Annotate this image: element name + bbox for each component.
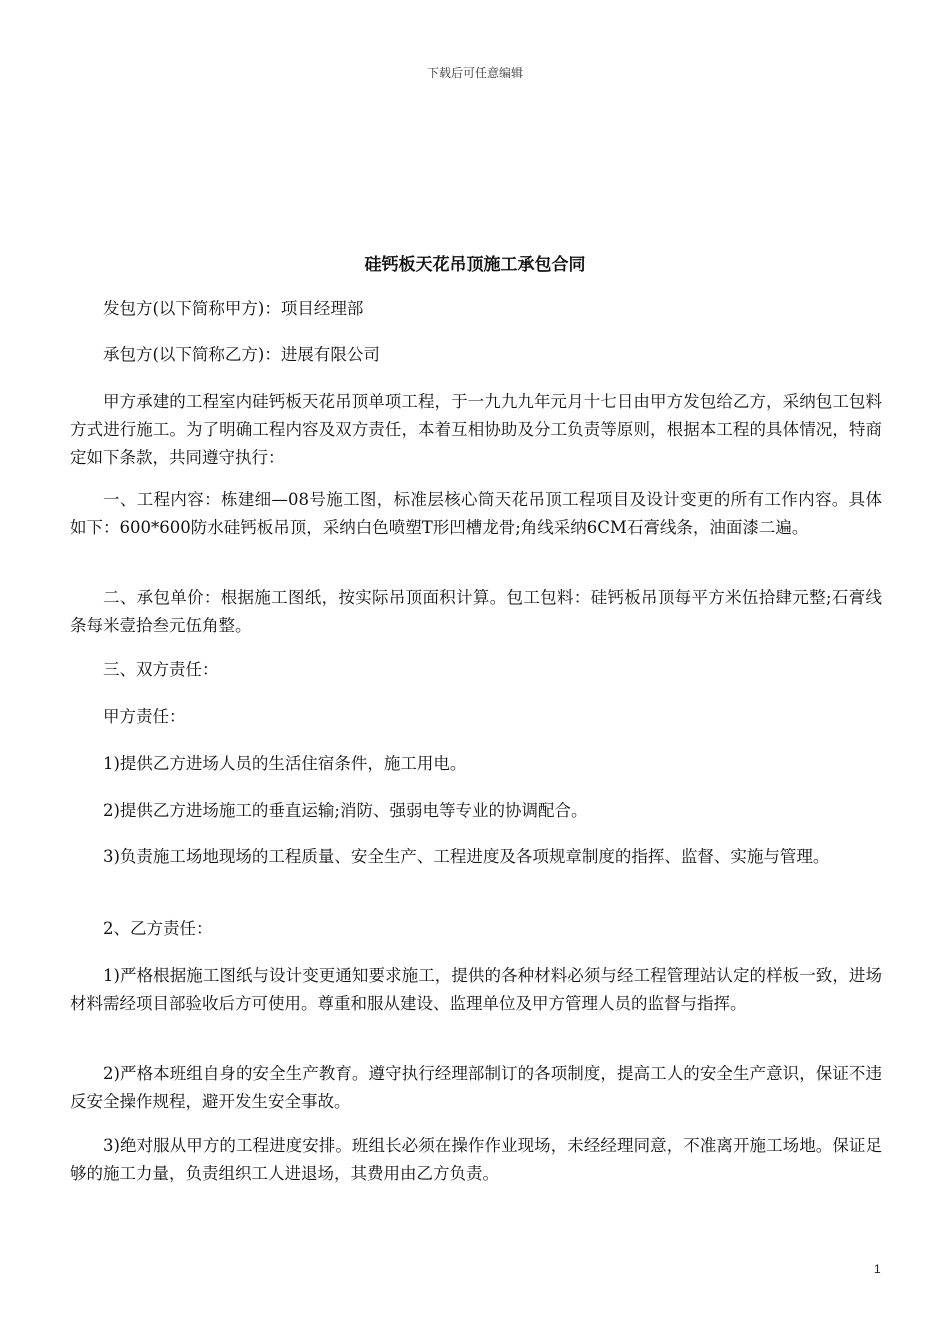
party-b-responsibilities-heading: 2、乙方责任： <box>103 919 213 938</box>
party-a-item-3: 3)负责施工场地现场的工程质量、安全生产、工程进度及各项规章制度的指挥、监督、实施与管理。 <box>103 847 830 866</box>
clause-scope: 一、工程内容：栋建细—08号施工图，标准层核心筒天花吊顶工程项目及设计变更的所有工作内容。具体如下：600*600防水硅钙板吊顶，采纳白色喷塑T形凹槽龙骨;角线采纳6CM石膏线条，油面漆二遍。 <box>70 490 882 537</box>
clause-unit-price: 二、承包单价：根据施工图纸，按实际吊顶面积计算。包工包料：硅钙板吊顶每平方米伍拾肆元整;石膏线条每米壹拾叁元伍角整。 <box>70 588 882 635</box>
intro-paragraph: 甲方承建的工程室内硅钙板天花吊顶单项工程，于一九九九年元月十七日由甲方发包给乙方，采纳包工包料方式进行施工。为了明确工程内容及双方责任，本着互相协助及分工负责等原则，根据本工程的具体情况，特商定如下条款，共同遵守执行： <box>70 392 882 467</box>
party-b-item-1: 1)严格根据施工图纸与设计变更通知要求施工，提供的各种材料必须与经工程管理站认定的样板一致，进场材料需经项目部验收后方可使用。尊重和服从建设、监理单位及甲方管理人员的监督与指挥。 <box>70 966 882 1013</box>
clause-responsibilities-heading: 三、双方责任： <box>103 660 219 679</box>
party-b-line: 承包方(以下简称乙方)：进展有限公司 <box>103 345 380 364</box>
party-a-item-2: 2)提供乙方进场施工的垂直运输;消防、强弱电等专业的协调配合。 <box>103 801 588 820</box>
document-title: 硅钙板天花吊顶施工承包合同 <box>364 255 586 275</box>
page-header-note: 下载后可任意编辑 <box>426 66 523 80</box>
page-number: 1 <box>874 1262 881 1276</box>
party-b-item-3: 3)绝对服从甲方的工程进度安排。班组长必须在操作作业现场，未经经理同意，不准离开施工场地。保证足够的施工力量，负责组织工人进退场，其费用由乙方负责。 <box>70 1136 882 1183</box>
party-a-item-1: 1)提供乙方进场人员的生活住宿条件，施工用电。 <box>103 754 467 773</box>
party-a-line: 发包方(以下简称甲方)：项目经理部 <box>103 299 364 318</box>
party-a-responsibilities-heading: 甲方责任： <box>103 707 186 726</box>
party-b-item-2: 2)严格本班组自身的安全生产教育。遵守执行经理部制订的各项制度，提高工人的安全生产意识，保证不违反安全操作规程，避开发生安全事故。 <box>70 1064 882 1111</box>
